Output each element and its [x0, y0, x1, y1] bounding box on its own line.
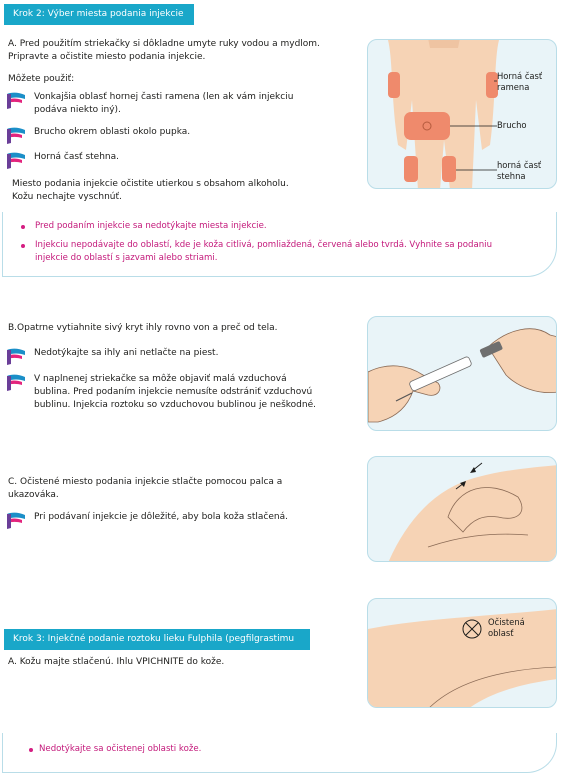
label-belly: Brucho — [497, 120, 527, 130]
step2-tab: Krok 2: Výber miesta podania injekcie — [4, 4, 194, 25]
step2-can-use: Môžete použiť: — [8, 74, 75, 84]
pointer-icon — [6, 373, 26, 391]
stepB-bullet-2-line2: bublina. Pred podaním injekcie nemusíte odstrániť vzduchovú — [34, 387, 313, 397]
site-belly — [6, 126, 190, 144]
warning-2-line1: Injekciu nepodávajte do oblastí, kde je koža citlivá, pomliaždená, červená alebo tvrdá. Vyhnite sa podaniu — [35, 240, 493, 250]
pointer-icon — [6, 91, 26, 109]
stepB-bullet-1-text: Nedotýkajte sa ihly ani netlačte na piest. — [34, 348, 219, 358]
stepB-title: B.Opatrne vytiahnite sivý kryt ihly rovno von a preč od tela. — [8, 323, 278, 333]
warning-bullet — [21, 225, 25, 229]
stepC-bullet — [6, 511, 288, 529]
pointer-icon — [6, 126, 26, 144]
remove-cap-illustration — [367, 316, 557, 431]
step2-clean-line1: Miesto podania injekcie očistite utierkou s obsahom alkoholu. — [12, 179, 289, 189]
step2-clean-line2: Kožu nechajte vyschnúť. — [12, 192, 122, 202]
site-arm-line2: podáva niekto iný). — [34, 105, 121, 115]
stepC-bullet-text: Pri podávaní injekcie je dôležité, aby bola koža stlačená. — [34, 512, 288, 522]
label-arm: Horná časť ramena — [497, 71, 543, 92]
warning-2-line2: injekcie do oblastí s jazvami alebo striami. — [35, 253, 218, 263]
site-arm-line1: Vonkajšia oblasť hornej časti ramena (len ak vám injekciu — [34, 92, 294, 102]
stepC-line2: ukazováka. — [8, 490, 59, 500]
stepC-line1: C. Očistené miesto podania injekcie stlačte pomocou palca a — [8, 477, 283, 487]
step3-warning: Nedotýkajte sa očistenej oblasti kože. — [39, 744, 202, 754]
pointer-icon — [6, 347, 26, 365]
warning-bullet — [21, 244, 25, 248]
site-belly-text: Brucho okrem oblasti okolo pupka. — [34, 127, 191, 137]
warning-1: Pred podaním injekcie sa nedotýkajte miesta injekcie. — [35, 221, 267, 231]
pointer-icon — [6, 151, 26, 169]
step3-line1: A. Kožu majte stlačenú. Ihlu VPICHNITE do kože. — [8, 657, 225, 667]
body-sites-illustration — [367, 39, 557, 189]
site-arm — [6, 91, 293, 117]
stepB-bullet-2-line3: bublinu. Injekcia roztoku so vzduchovou bublinou je neškodné. — [34, 400, 316, 410]
step2-intro-line2: Pripravte a očistite miesto podania injekcie. — [8, 52, 206, 62]
step2-intro-line1: A. Pred použitím striekačky si dôkladne umyte ruky vodou a mydlom. — [8, 39, 320, 49]
stepB-bullet-2-line1: V naplnenej striekačke sa môže objaviť malá vzduchová — [34, 374, 287, 384]
stepB-bullet-1 — [6, 347, 218, 365]
cleaned-site-illustration — [367, 598, 557, 708]
site-thigh — [6, 151, 119, 169]
warning-bullet — [29, 748, 33, 752]
site-thigh-text: Horná časť stehna. — [34, 152, 119, 162]
stepB-bullet-2 — [6, 373, 316, 412]
pinch-skin-illustration — [367, 456, 557, 562]
step3-warning-box — [2, 733, 557, 773]
pointer-icon — [6, 511, 26, 529]
step3-tab: Krok 3: Injekčné podanie roztoku lieku Fulphila (pegfilgrastimu — [4, 629, 310, 650]
label-cleaned-area: Očistená oblasť — [488, 617, 525, 638]
label-thigh: horná časť stehna — [497, 160, 542, 181]
step2-warning-box — [2, 212, 557, 277]
